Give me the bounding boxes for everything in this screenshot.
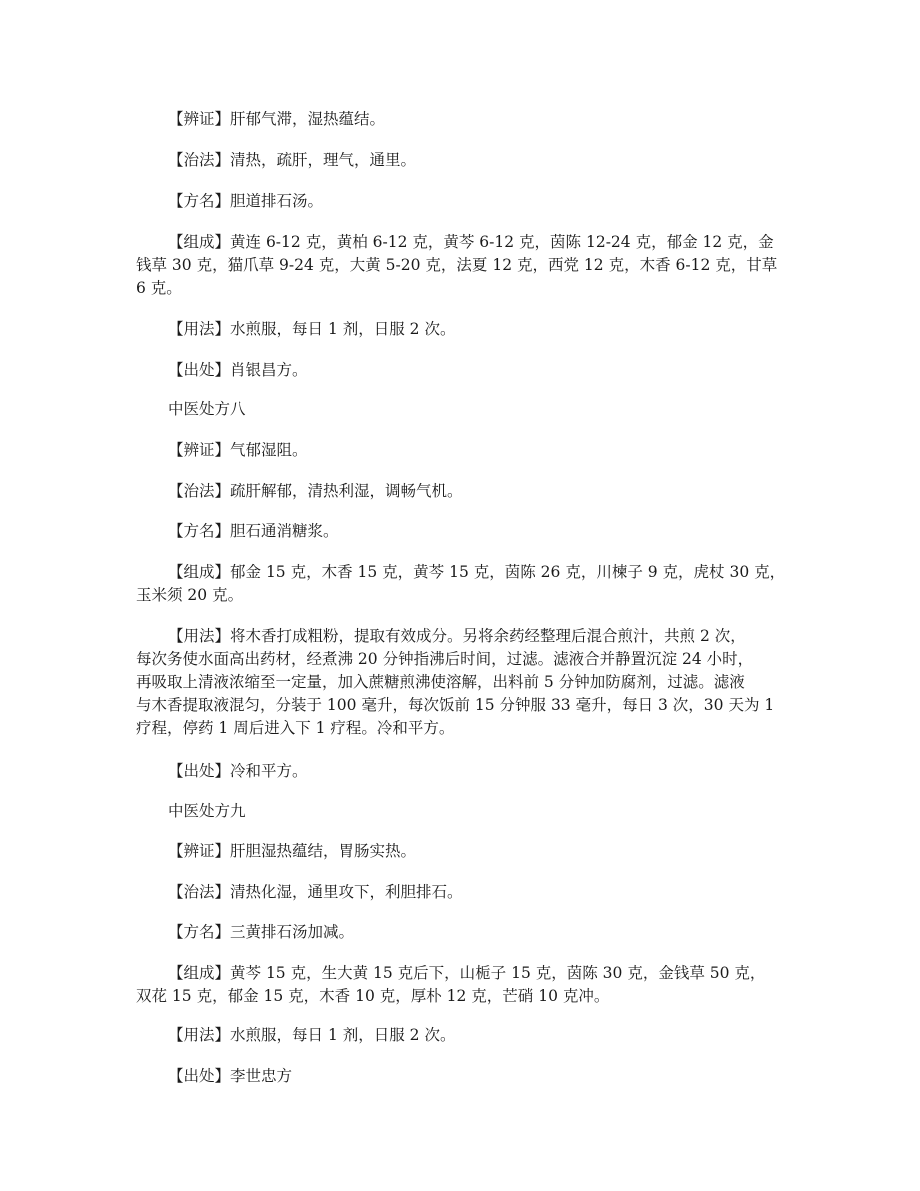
field-text: 清热，疏肝，理气，通里。 — [230, 151, 417, 169]
field-label: 【治法】 — [168, 151, 231, 169]
field-text: 双花 15 克，郁金 15 克，木香 10 克，厚朴 12 克，芒硝 10 克冲。 — [136, 987, 610, 1005]
field-label: 【组成】 — [168, 233, 231, 251]
section-title: 中医处方九 — [168, 802, 246, 820]
field-label: 【辨证】 — [168, 441, 231, 459]
field-text: 水煎服，每日 1 剂，日服 2 次。 — [230, 1026, 456, 1044]
paragraph-usage — [136, 625, 788, 740]
paragraph-composition — [136, 561, 788, 607]
field-label: 【组成】 — [168, 964, 231, 982]
paragraph-composition — [136, 962, 788, 1008]
paragraph-source — [136, 1065, 788, 1088]
paragraph-formula-name — [136, 921, 788, 944]
field-text: 每次务使水面高出药材，经煮沸 20 分钟指沸后时间，过滤。滤液合并静置沉淀 24 小时， — [136, 650, 754, 668]
field-label: 【用法】 — [168, 627, 231, 645]
paragraph-treatment — [136, 149, 788, 172]
field-label: 【治法】 — [168, 482, 231, 500]
paragraph-treatment — [136, 881, 788, 904]
paragraph-usage — [136, 1024, 788, 1047]
field-text: 水煎服，每日 1 剂，日服 2 次。 — [230, 320, 456, 338]
paragraph-formula-name — [136, 190, 788, 213]
field-text: 李世忠方 — [230, 1067, 293, 1085]
paragraph-differentiation — [136, 840, 788, 863]
field-label: 【出处】 — [168, 361, 231, 379]
field-label: 【方名】 — [168, 923, 231, 941]
field-text: 6 克。 — [136, 279, 182, 297]
paragraph-formula-name — [136, 520, 788, 543]
field-text: 再吸取上清液浓缩至一定量，加入蔗糖煎沸使溶解，出料前 5 分钟加防腐剂，过滤。滤液 — [136, 673, 745, 691]
field-text: 疗程，停药 1 周后进入下 1 疗程。冷和平方。 — [136, 719, 455, 737]
field-text: 胆道排石汤。 — [230, 192, 324, 210]
field-label: 【出处】 — [168, 1067, 231, 1085]
paragraph-treatment — [136, 480, 788, 503]
field-text: 郁金 15 克，木香 15 克，黄芩 15 克，茵陈 26 克，川楝子 9 克，虎杖 30 克， — [230, 563, 786, 581]
field-label: 【辨证】 — [168, 110, 231, 128]
field-label: 【辨证】 — [168, 842, 231, 860]
field-text: 肝郁气滞，湿热蕴结。 — [230, 110, 386, 128]
field-text: 黄芩 15 克，生大黄 15 克后下，山栀子 15 克，茵陈 30 克，金钱草 50 克， — [230, 964, 766, 982]
field-text: 三黄排石汤加减。 — [230, 923, 355, 941]
field-text: 肖银昌方。 — [230, 361, 308, 379]
paragraph-differentiation — [136, 108, 788, 131]
paragraph-source — [136, 760, 788, 783]
section-title: 中医处方八 — [168, 400, 246, 418]
field-text: 肝胆湿热蕴结，胃肠实热。 — [230, 842, 417, 860]
field-text: 胆石通消糖浆。 — [230, 522, 339, 540]
field-text: 与木香提取液混匀，分装于 100 毫升，每次饭前 15 分钟服 33 毫升，每日 3 次，30 天为 1 — [136, 696, 775, 714]
field-label: 【方名】 — [168, 522, 231, 540]
field-label: 【治法】 — [168, 883, 231, 901]
field-label: 【方名】 — [168, 192, 231, 210]
field-label: 【出处】 — [168, 762, 231, 780]
field-label: 【组成】 — [168, 563, 231, 581]
field-text: 钱草 30 克，猫爪草 9-24 克，大黄 5-20 克，法夏 12 克，西党 12 克，木香 6-12 克，甘草 — [136, 256, 778, 274]
field-text: 玉米须 20 克。 — [136, 586, 244, 604]
field-text: 疏肝解郁，清热利湿，调畅气机。 — [230, 482, 463, 500]
field-label: 【用法】 — [168, 320, 231, 338]
field-text: 黄连 6-12 克，黄柏 6-12 克，黄芩 6-12 克，茵陈 12-24 克，郁金 12 克，金 — [230, 233, 774, 251]
field-text: 清热化湿，通里攻下，利胆排石。 — [230, 883, 463, 901]
paragraph-differentiation — [136, 439, 788, 462]
paragraph-source — [136, 359, 788, 382]
paragraph-usage — [136, 318, 788, 341]
field-text: 将木香打成粗粉，提取有效成分。另将余药经整理后混合煎汁，共煎 2 次， — [230, 627, 746, 645]
field-label: 【用法】 — [168, 1026, 231, 1044]
field-text: 气郁湿阻。 — [230, 441, 308, 459]
paragraph-composition — [136, 231, 788, 300]
field-text: 冷和平方。 — [230, 762, 308, 780]
